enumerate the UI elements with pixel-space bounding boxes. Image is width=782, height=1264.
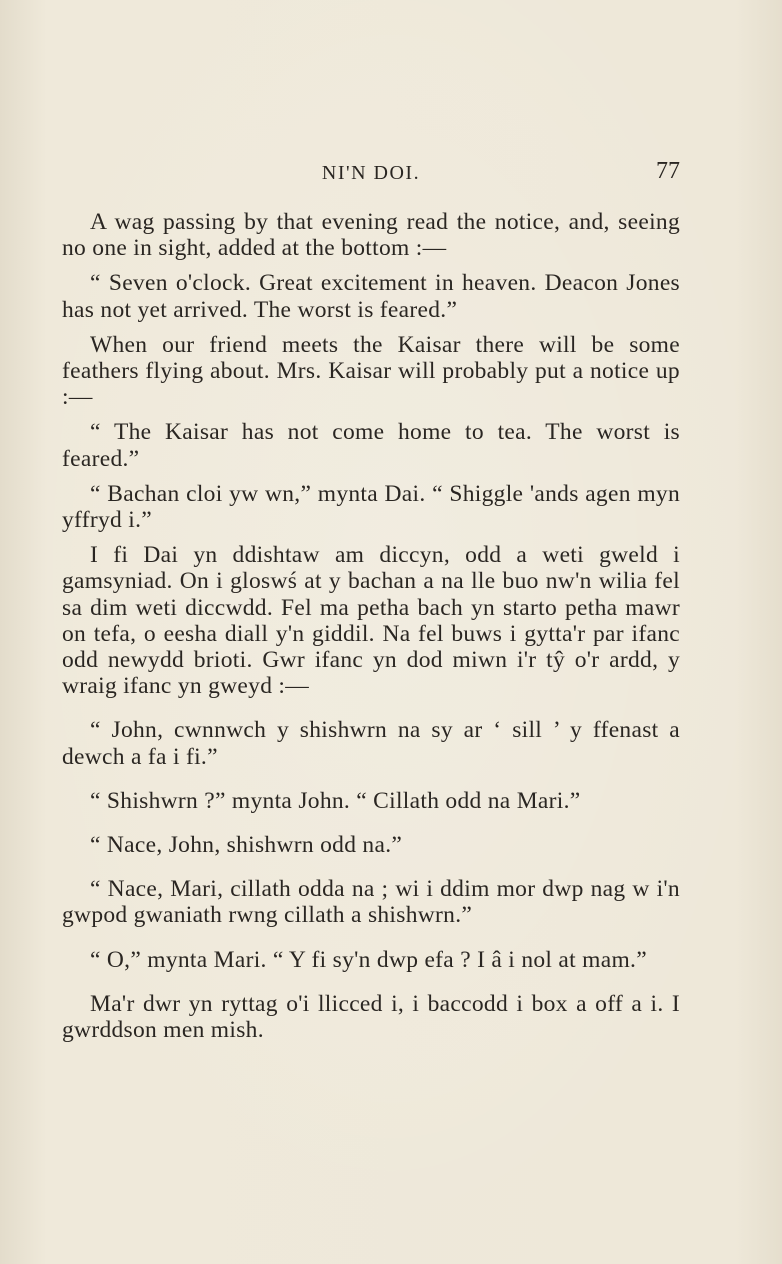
- paragraph: I fi Dai yn ddishtaw am diccyn, odd a weti gweld i gamsyniad. On i gloswś at y bachan a na lle buo nw'n wilia fel sa dim weti diccwdd. Fel ma petha bach yn starto petha mawr on tefa, o eesha diall y'n giddil. Na fel buws i gytta'r par ifanc odd newydd brioti. Gwr ifanc yn dod miwn i'r tŷ o'r ardd, y wraig ifanc yn gweyd :—: [62, 542, 680, 700]
- paragraph: Ma'r dwr yn ryttag o'i llicced i, i baccodd i box a off a i. I gwrddson men mish.: [62, 990, 680, 1044]
- paragraph: “ Bachan cloi yw wn,” mynta Dai. “ Shiggle 'ands agen myn yffryd i.”: [62, 480, 680, 534]
- paragraph: “ Shishwrn ?” mynta John. “ Cillath odd na Mari.”: [90, 787, 581, 814]
- page-header: [62, 156, 680, 188]
- running-title: NI'N DOI.: [321, 162, 421, 184]
- paragraph: “ The Kaisar has not come home to tea. The worst is feared.”: [62, 419, 680, 472]
- page-number: 77: [656, 158, 680, 184]
- paragraph: “ Nace, Mari, cillath odda na ; wi i ddim mor dwp nag w i'n gwpod gwaniath rwng cillath a shishwrn.”: [62, 876, 680, 929]
- paragraph: “ Nace, John, shishwrn odd na.”: [90, 832, 403, 859]
- paragraph: “ O,” mynta Mari. “ Y fi sy'n dwp efa ? I â i nol at mam.”: [90, 946, 647, 973]
- paragraph: “ John, cwnnwch y shishwrn na sy ar ‘ sill ’ y ffenast a dewch a fa i fi.”: [62, 717, 680, 770]
- paragraph: “ Seven o'clock. Great excitement in heaven. Deacon Jones has not yet arrived. The worst is feared.”: [62, 270, 680, 323]
- paragraph: When our friend meets the Kaisar there will be some feathers flying about. Mrs. Kaisar will probably put a notice up :—: [62, 331, 680, 411]
- body-text: [62, 209, 680, 1043]
- paragraph: A wag passing by that evening read the notice, and, seeing no one in sight, added at the bottom :—: [62, 209, 680, 262]
